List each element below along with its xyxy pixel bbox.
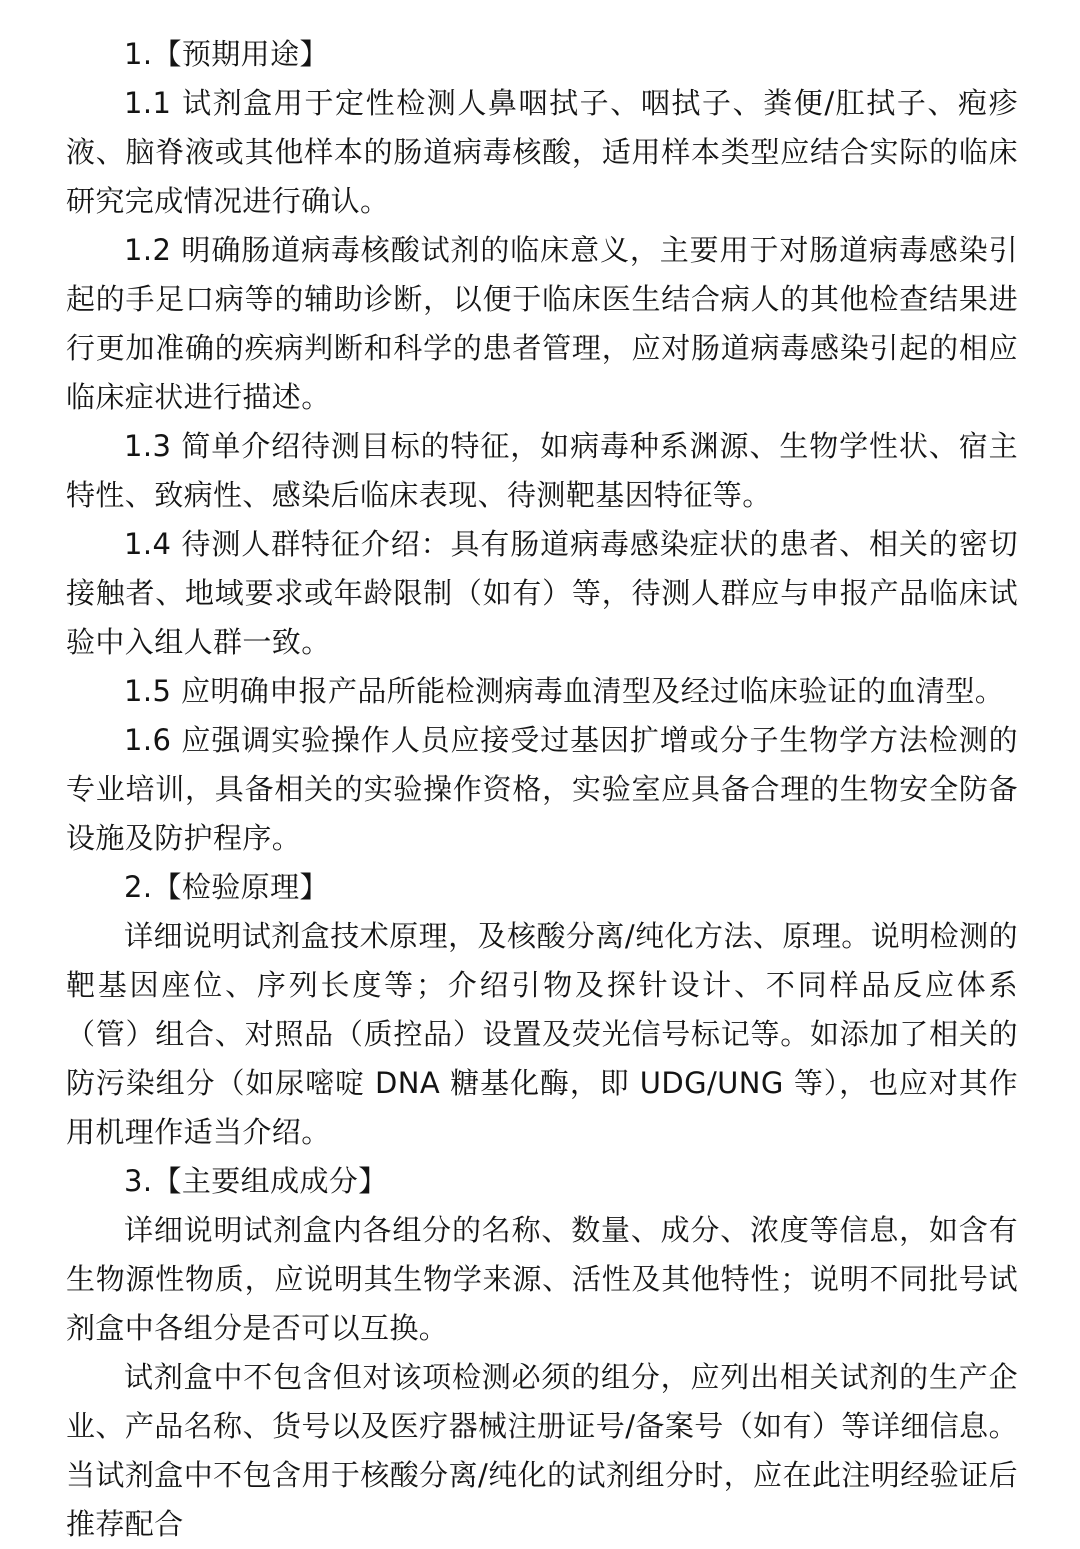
section-heading-intended-use: 1.【预期用途】: [124, 37, 329, 71]
paragraph-components: 详细说明试剂盒内各组分的名称、数量、成分、浓度等信息，如含有生物源性物质，应说明其生物学来源、活性及其他特性；说明不同批号试剂盒中各组分是否可以互换。: [66, 1213, 1018, 1345]
paragraph-1-2: 1.2 明确肠道病毒核酸试剂的临床意义，主要用于对肠道病毒感染引起的手足口病等的辅助诊断，以便于临床医生结合病人的其他检查结果进行更加准确的疾病判断和科学的患者管理，应对肠道病毒感染引起的相应临床症状进行描述。: [66, 233, 1018, 414]
paragraph-1-5: 1.5 应明确申报产品所能检测病毒血清型及经过临床验证的血清型。: [124, 674, 1005, 708]
paragraph-1-6: 1.6 应强调实验操作人员应接受过基因扩增或分子生物学方法检测的专业培训，具备相关的实验操作资格，实验室应具备合理的生物安全防备设施及防护程序。: [66, 723, 1018, 855]
paragraph-1-3: 1.3 简单介绍待测目标的特征，如病毒种系渊源、生物学性状、宿主特性、致病性、感染后临床表现、待测靶基因特征等。: [66, 429, 1018, 512]
section-heading-test-principle: 2.【检验原理】: [124, 870, 329, 904]
paragraph-1-1: 1.1 试剂盒用于定性检测人鼻咽拭子、咽拭子、粪便/肛拭子、疱疹液、脑脊液或其他样本的肠道病毒核酸，适用样本类型应结合实际的临床研究完成情况进行确认。: [66, 86, 1018, 218]
paragraph-1-4: 1.4 待测人群特征介绍：具有肠道病毒感染症状的患者、相关的密切接触者、地域要求或年龄限制（如有）等，待测人群应与申报产品临床试验中入组人群一致。: [66, 527, 1018, 659]
paragraph-principle: 详细说明试剂盒技术原理，及核酸分离/纯化方法、原理。说明检测的靶基因座位、序列长度等；介绍引物及探针设计、不同样品反应体系（管）组合、对照品（质控品）设置及荧光信号标记等。如添加了相关的防污染组分（如尿嘧啶 DNA 糖基化酶，即 UDG/UNG 等），也应对其作用机理作适当介绍。: [66, 919, 1018, 1149]
section-heading-main-components: 3.【主要组成成分】: [124, 1164, 388, 1198]
paragraph-external-reagents: 试剂盒中不包含但对该项检测必须的组分，应列出相关试剂的生产企业、产品名称、货号以及医疗器械注册证号/备案号（如有）等详细信息。当试剂盒中不包含用于核酸分离/纯化的试剂组分时，应在此注明经验证后推荐配合: [66, 1360, 1018, 1541]
